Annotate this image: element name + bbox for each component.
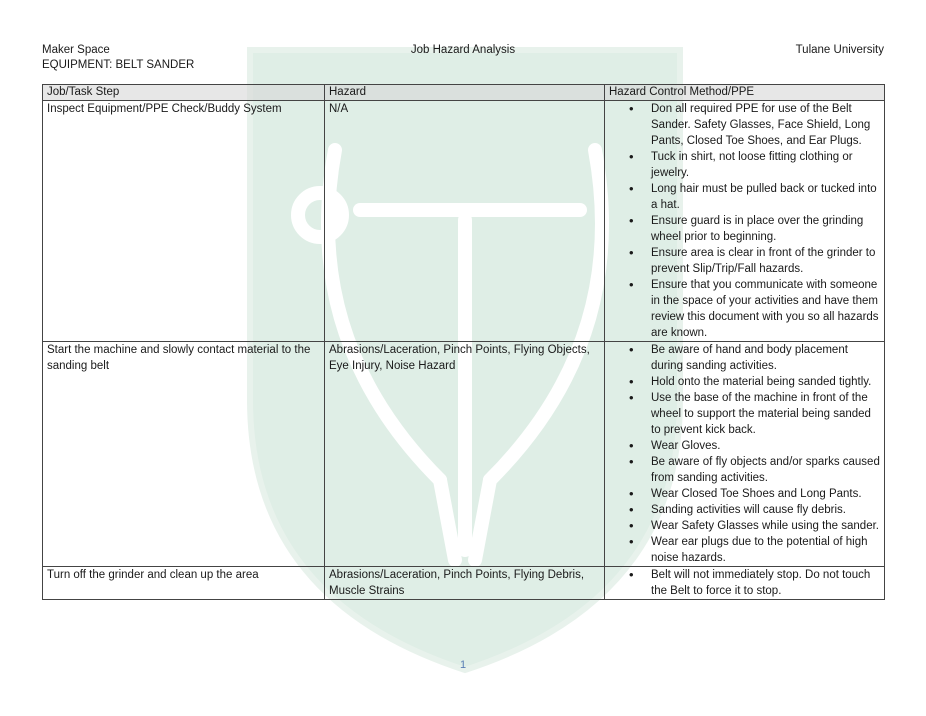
control-item: • Wear ear plugs due to the potential of high noise hazards. [651,534,880,566]
control-item: • Wear Safety Glasses while using the sander. [651,518,880,534]
control-item: • Wear Closed Toe Shoes and Long Pants. [651,486,880,502]
control-item: • Be aware of fly objects and/or sparks caused from sanding activities. [651,454,880,486]
control-item: • Don all required PPE for use of the Belt Sander. Safety Glasses, Face Shield, Long Pants, Closed Toe Shoes, and Ear Plugs. [651,101,880,149]
org-unit: Maker Space [42,44,110,56]
control-cell [605,101,885,342]
equipment-label: EQUIPMENT: BELT SANDER [42,59,195,71]
control-item: • Sanding activities will cause fly debris. [651,502,880,518]
control-list [609,342,880,566]
control-item: • Hold onto the material being sanded tightly. [651,374,880,390]
control-item: • Belt will not immediately stop. Do not touch the Belt to force it to stop. [651,567,880,599]
control-item: • Ensure guard is in place over the grinding wheel prior to beginning. [651,213,880,245]
document-title: Job Hazard Analysis [410,44,516,56]
column-header-hazard: Hazard [325,85,605,101]
table-header-row [43,85,885,101]
control-item: • Ensure that you communicate with someone in the space of your activities and have them review this document with you so all hazards are known. [651,277,880,341]
control-item: • Use the base of the machine in front of the wheel to support the material being sanded to prevent kick back. [651,390,880,438]
control-cell [605,342,885,567]
page-number: 1 [459,659,467,671]
institution-name: Tulane University [795,44,884,56]
column-header-step: Job/Task Step [43,85,325,101]
control-list [609,567,880,599]
control-item: • Long hair must be pulled back or tucked into a hat. [651,181,880,213]
table-row [43,567,885,600]
hazard-analysis-table [42,84,885,600]
task-step-cell: Start the machine and slowly contact material to the sanding belt [43,342,325,567]
table-row [43,342,885,567]
control-item: • Be aware of hand and body placement during sanding activities. [651,342,880,374]
control-cell [605,567,885,600]
control-item: • Tuck in shirt, not loose fitting clothing or jewelry. [651,149,880,181]
hazard-cell: Abrasions/Laceration, Pinch Points, Flying Debris, Muscle Strains [325,567,605,600]
control-item: • Ensure area is clear in front of the grinder to prevent Slip/Trip/Fall hazards. [651,245,880,277]
task-step-cell: Turn off the grinder and clean up the area [43,567,325,600]
page-header [42,43,884,77]
task-step-cell: Inspect Equipment/PPE Check/Buddy System [43,101,325,342]
column-header-controls: Hazard Control Method/PPE [605,85,885,101]
control-item: • Wear Gloves. [651,438,880,454]
hazard-cell: Abrasions/Laceration, Pinch Points, Flying Objects, Eye Injury, Noise Hazard [325,342,605,567]
hazard-cell: N/A [325,101,605,342]
table-row [43,101,885,342]
control-list [609,101,880,341]
